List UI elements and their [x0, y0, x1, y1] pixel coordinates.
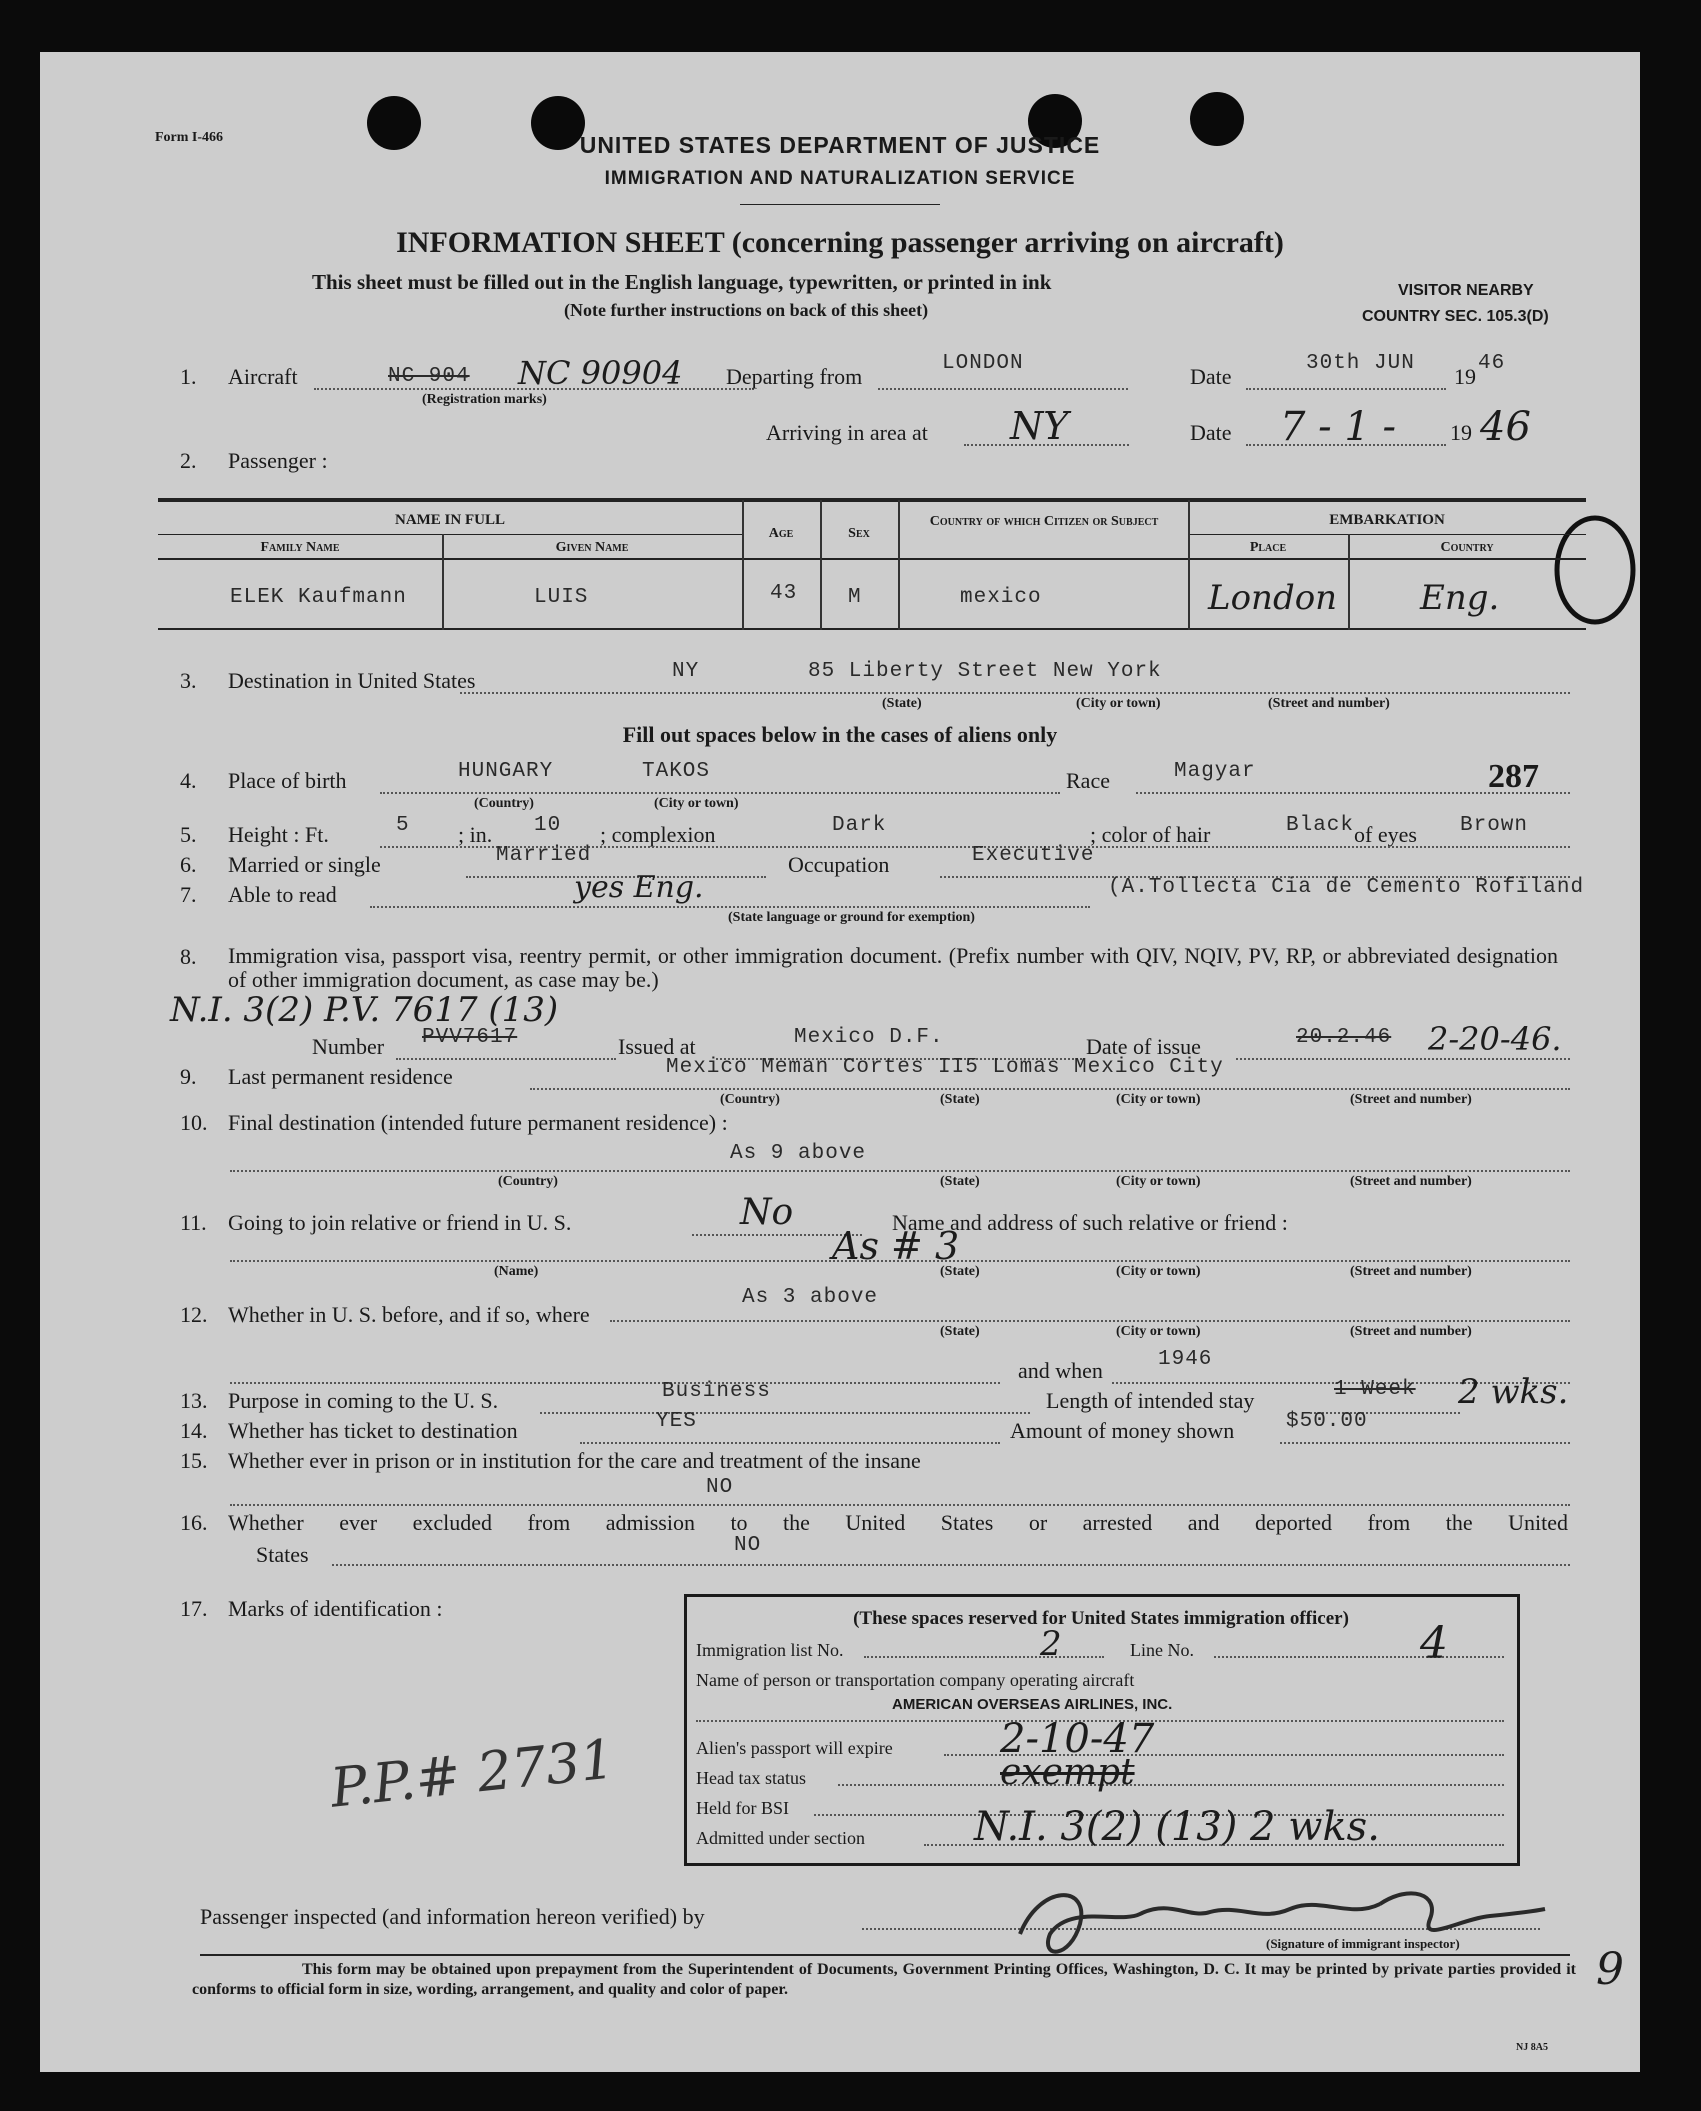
item4-cap-country: (Country)	[474, 796, 534, 811]
height-ft: 5	[396, 814, 410, 837]
inspected-label: Passenger inspected (and information hereon verified) by	[200, 1904, 705, 1929]
item1-date-label: Date	[1190, 364, 1232, 389]
page-mark: 9	[1596, 1944, 1624, 1995]
head-tax: exempt	[1000, 1752, 1135, 1793]
item7-caption: (State language or ground for exemption)	[728, 910, 975, 925]
race-value: Magyar	[1174, 760, 1256, 783]
aircraft-struck: NC 904	[388, 365, 470, 388]
item5-complexion-label: ; complexion	[600, 822, 716, 847]
rule-line	[158, 558, 1586, 560]
item9-no: 9.	[180, 1064, 197, 1089]
item11-cap-name: (Name)	[494, 1264, 539, 1279]
item15-no: 15.	[180, 1448, 208, 1473]
line-number: 4	[1420, 1618, 1448, 1669]
marital-value: Married	[496, 844, 592, 867]
item12-no: 12.	[180, 1302, 208, 1327]
item8-number-label: Number	[312, 1034, 385, 1059]
item4-cap-city: (City or town)	[654, 796, 739, 811]
item10-label: Final destination (intended future permanent residence) :	[228, 1110, 728, 1135]
rule-line	[610, 1320, 1570, 1322]
item1-no: 1.	[180, 364, 197, 389]
aircraft-value: NC 90904	[518, 354, 683, 392]
race-code: 287	[1488, 758, 1539, 795]
hair-value: Black	[1286, 814, 1355, 837]
inspector-signature	[1000, 1864, 1560, 1974]
family-name: ELEK Kaufmann	[230, 586, 407, 609]
stay-struck: 1 Week	[1334, 1378, 1416, 1401]
item1-year2-prefix: 19	[1450, 420, 1472, 445]
officer-list-label: Immigration list No.	[696, 1640, 844, 1660]
stamp-section: COUNTRY SEC. 105.3(D)	[1362, 308, 1549, 325]
given-name: LUIS	[534, 586, 589, 609]
rule-line	[460, 692, 1570, 694]
item5-label: Height : Ft.	[228, 822, 329, 847]
residence-value: Mexico Meman Cortes II5 Lomas Mexico City	[666, 1056, 1224, 1079]
officer-section-label: Admitted under section	[696, 1828, 865, 1848]
date-of-issue: 20.2.46	[1296, 1026, 1392, 1049]
item8-issued-label: Issued at	[618, 1034, 696, 1059]
aliens-heading: Fill out spaces below in the cases of aliens only	[622, 722, 1058, 747]
item10-cap-country: (Country)	[498, 1174, 558, 1189]
stay-hand: 2 wks.	[1458, 1372, 1569, 1412]
table-name-in-full: NAME IN FULL	[394, 512, 505, 528]
table-given-hdr: Given Name	[555, 540, 629, 555]
document-number: PVV7617	[422, 1026, 518, 1049]
officer-expire-label: Alien's passport will expire	[696, 1738, 893, 1758]
item13-stay-label: Length of intended stay	[1046, 1388, 1255, 1413]
admitted-section: N.I. 3(2) (13) 2 wks.	[974, 1804, 1380, 1850]
arriving-value: NY	[1010, 404, 1069, 448]
item10-cap-state: (State)	[940, 1174, 980, 1189]
item11-cap-city: (City or town)	[1116, 1264, 1201, 1279]
item12-label: Whether in U. S. before, and if so, where	[228, 1302, 590, 1327]
rule-line	[380, 792, 1060, 794]
table-embark-hdr: EMBARKATION	[1329, 512, 1445, 528]
rule-line	[580, 1442, 1000, 1444]
complexion-value: Dark	[832, 814, 887, 837]
item17-label: Marks of identification :	[228, 1596, 443, 1621]
print-code: NJ 8A5	[1516, 2042, 1548, 2053]
height-in: 10	[534, 814, 562, 837]
service-heading: IMMIGRATION AND NATURALIZATION SERVICE	[604, 168, 1076, 189]
passport-expire: 2-10-47	[1000, 1716, 1155, 1762]
aircraft-label: Aircraft	[228, 364, 298, 389]
item17-no: 17.	[180, 1596, 208, 1621]
previous-visit-value: As 3 above	[742, 1286, 879, 1309]
officer-bsi-label: Held for BSI	[696, 1798, 789, 1818]
date-of-issue-hand: 2-20-46.	[1428, 1020, 1562, 1058]
excluded-value: NO	[734, 1534, 762, 1557]
item13-no: 13.	[180, 1388, 208, 1413]
rule-line	[878, 388, 1128, 390]
item7-label: Able to read	[228, 882, 337, 907]
list-number: 2	[1040, 1624, 1062, 1664]
item3-no: 3.	[180, 668, 197, 693]
signature-caption: (Signature of immigrant inspector)	[1266, 1936, 1460, 1951]
departing-label: Departing from	[726, 364, 863, 389]
officer-company-label: Name of person or transportation company operating aircraft	[696, 1670, 1135, 1690]
item16-label2: States	[256, 1542, 309, 1567]
form-subtitle: This sheet must be filled out in the English language, typewritten, or printed in ink	[312, 270, 1052, 294]
destination-label: Destination in United States	[228, 668, 476, 693]
rule-line	[898, 500, 900, 630]
previous-visit-when: 1946	[1158, 1348, 1213, 1371]
document-sheet	[40, 52, 1640, 2072]
item1-date2-label: Date	[1190, 420, 1232, 445]
item6-occ-label: Occupation	[788, 852, 890, 877]
item14-money-label: Amount of money shown	[1010, 1418, 1235, 1443]
destination-city: 85 Liberty Street New York	[808, 660, 1162, 683]
item1-year2-value: 46	[1480, 404, 1531, 450]
dept-heading: UNITED STATES DEPARTMENT OF JUSTICE	[579, 132, 1101, 158]
item12-cap-state: (State)	[940, 1324, 980, 1339]
rule-line	[332, 1564, 1570, 1566]
table-country-hdr: Country of which Citizen or Subject	[929, 514, 1159, 529]
rule-line	[1246, 388, 1446, 390]
stamp-visitor: VISITOR NEARBY	[1398, 282, 1534, 299]
rule-line	[1188, 534, 1586, 535]
rule-line	[158, 498, 1586, 502]
rule-line	[820, 500, 822, 630]
item7-no: 7.	[180, 882, 197, 907]
item10-no: 10.	[180, 1110, 208, 1135]
birth-city: TAKOS	[642, 760, 711, 783]
item8-no: 8.	[180, 944, 197, 969]
document-instructions: Immigration visa, passport visa, reentry permit, or other immigration document. (Prefix number with QIV, NQIV, PV, RP, or abbreviated designation of other immigration document, as case may be.)	[228, 943, 1558, 992]
item12-cap-street: (Street and number)	[1350, 1324, 1472, 1339]
item12-when-label: and when	[1018, 1358, 1103, 1383]
race-label: Race	[1066, 768, 1110, 793]
birth-country: HUNGARY	[458, 760, 554, 783]
item15-label: Whether ever in prison or in institution for the care and treatment of the insane	[228, 1448, 921, 1473]
item5-no: 5.	[180, 822, 197, 847]
item9-label: Last permanent residence	[228, 1064, 453, 1089]
table-age-hdr: Age	[768, 526, 794, 541]
item9-cap-street: (Street and number)	[1350, 1092, 1472, 1107]
item11-label: Going to join relative or friend in U. S.	[228, 1210, 572, 1235]
rule-line	[230, 1382, 1000, 1384]
item14-no: 14.	[180, 1418, 208, 1443]
item9-cap-state: (State)	[940, 1092, 980, 1107]
citizen-value: mexico	[960, 586, 1042, 609]
departing-value: LONDON	[942, 352, 1024, 375]
rule-line	[396, 1058, 616, 1060]
ticket-value: YES	[656, 1410, 697, 1433]
item3-cap-city: (City or town)	[1076, 696, 1161, 711]
prison-value: NO	[706, 1476, 734, 1499]
item9-cap-country: (Country)	[720, 1092, 780, 1107]
issued-value: Mexico D.F.	[794, 1026, 944, 1049]
item16-label: Whether ever excluded from admission to the United States or arrested and deported from the United	[228, 1510, 1568, 1535]
identification-marks: P.P.# 2731	[327, 1727, 618, 1820]
rule-line	[740, 204, 940, 205]
officer-line-label: Line No.	[1130, 1640, 1194, 1660]
item12-cap-city: (City or town)	[1116, 1324, 1201, 1339]
birthplace-label: Place of birth	[228, 768, 347, 793]
item13-label: Purpose in coming to the U. S.	[228, 1388, 499, 1413]
item11-cap-state: (State)	[940, 1264, 980, 1279]
table-place-hdr: Place	[1249, 540, 1287, 555]
rule-line	[370, 906, 1090, 908]
item5-in-label: ; in.	[458, 822, 493, 847]
eyes-value: Brown	[1460, 814, 1529, 837]
rule-line	[230, 1504, 1570, 1506]
rule-line	[1214, 1656, 1504, 1658]
rule-line	[1236, 1058, 1570, 1060]
rule-line	[530, 1088, 1570, 1090]
item2-no: 2.	[180, 448, 197, 473]
departing-date: 30th JUN	[1306, 352, 1415, 375]
item3-cap-state: (State)	[882, 696, 922, 711]
money-value: $50.00	[1286, 1410, 1368, 1433]
read-value: yes Eng.	[574, 870, 704, 905]
item1-reg-caption: (Registration marks)	[422, 392, 547, 407]
rule-line	[1280, 1442, 1570, 1444]
arriving-label: Arriving in area at	[766, 420, 928, 445]
item11-no: 11.	[180, 1210, 207, 1235]
form-title: INFORMATION SHEET (concerning passenger arriving on aircraft)	[396, 226, 1284, 259]
sex-value: M	[848, 586, 862, 609]
rule-line	[838, 1784, 1504, 1786]
officer-title: (These spaces reserved for United States immigration officer)	[853, 1608, 1349, 1629]
rule-line	[742, 500, 744, 630]
embark-place: London	[1208, 578, 1338, 618]
item10-cap-city: (City or town)	[1116, 1174, 1201, 1189]
item8-doi-label: Date of issue	[1086, 1034, 1201, 1059]
arriving-date: 7 - 1 -	[1280, 404, 1397, 450]
destination-state: NY	[672, 660, 700, 683]
table-sex-hdr: Sex	[848, 526, 870, 541]
form-note: (Note further instructions on back of this sheet)	[564, 300, 929, 320]
item1-year-value: 46	[1478, 352, 1506, 375]
item9-cap-city: (City or town)	[1116, 1092, 1201, 1107]
item6-no: 6.	[180, 852, 197, 877]
table-family-hdr: Family Name	[260, 540, 340, 555]
embark-country: Eng.	[1420, 578, 1500, 618]
item5-eyes-label: of eyes	[1354, 822, 1417, 847]
item10-cap-street: (Street and number)	[1350, 1174, 1472, 1189]
rule-line	[158, 534, 742, 535]
passenger-label: Passenger :	[228, 448, 328, 473]
item4-no: 4.	[180, 768, 197, 793]
purpose-value: Business	[662, 1380, 771, 1403]
rule-line	[158, 628, 1586, 630]
relative-hand: As # 3	[832, 1224, 960, 1268]
rule-line	[230, 1170, 1570, 1172]
airline-stamp: AMERICAN OVERSEAS AIRLINES, INC.	[892, 1696, 1173, 1713]
officer-tax-label: Head tax status	[696, 1768, 806, 1788]
item5-hair-label: ; color of hair	[1090, 822, 1211, 847]
final-destination-value: As 9 above	[730, 1142, 867, 1165]
item1-year-prefix: 19	[1454, 364, 1476, 389]
item11-name-label: Name and address of such relative or friend :	[892, 1210, 1288, 1235]
item11-cap-street: (Street and number)	[1350, 1264, 1472, 1279]
footer-note: This form may be obtained upon prepayment from the Superintendent of Documents, Government Printing Offices, Washington, D. C. It may be printed by private parties provided it conforms to official form in size, wording, arrangement, and quality and color of paper.	[192, 1961, 1576, 1998]
occupation-value: Executive	[972, 844, 1095, 867]
rule-line	[200, 1954, 1570, 1956]
age-value: 43	[770, 582, 798, 605]
form-id: Form I-466	[155, 130, 224, 145]
rule-line	[540, 1412, 1030, 1414]
item16-no: 16.	[180, 1510, 208, 1535]
rule-line	[864, 1656, 1104, 1658]
join-relative-value: No	[740, 1192, 794, 1233]
document-handwritten: N.I. 3(2) P.V. 7617 (13)	[170, 990, 559, 1030]
table-country2-hdr: Country	[1440, 540, 1494, 555]
employer-value: (A.Tollecta Cia de Cemento Rofiland	[1108, 876, 1585, 899]
item6-label: Married or single	[228, 852, 381, 877]
item14-label: Whether has ticket to destination	[228, 1418, 518, 1443]
item3-cap-street: (Street and number)	[1268, 696, 1390, 711]
